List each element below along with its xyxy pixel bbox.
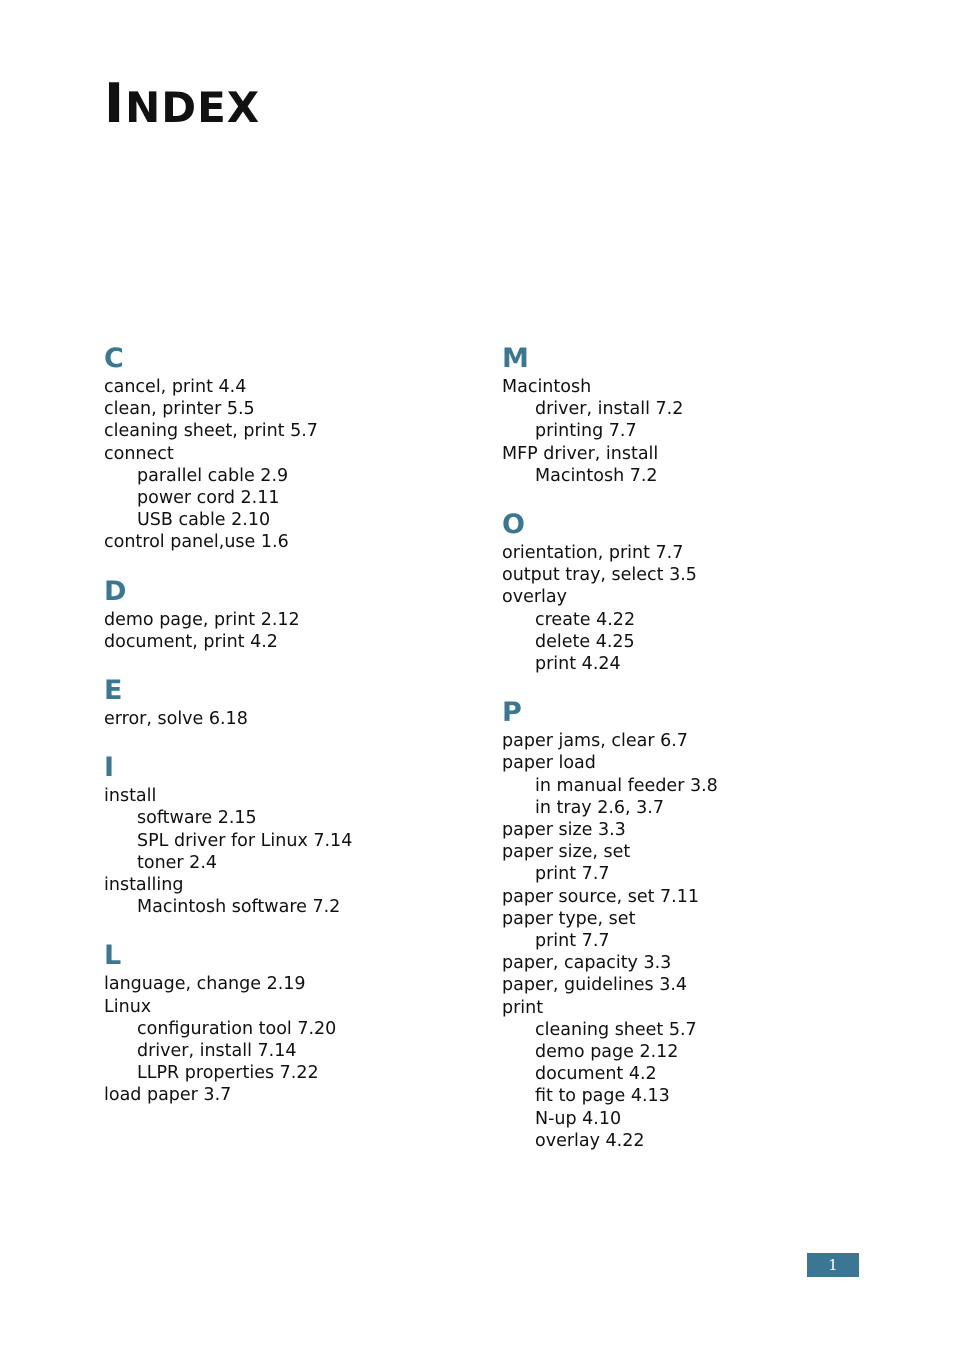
section-letter: I: [104, 752, 115, 784]
index-entry: install: [104, 786, 157, 807]
index-column-right: [502, 342, 882, 1173]
index-entry: MFP driver, install: [502, 443, 659, 464]
index-subentry: parallel cable 2.9: [137, 465, 289, 486]
index-entry: paper type, set: [502, 908, 636, 929]
index-section-i: [104, 751, 484, 918]
index-entry: installing: [104, 875, 184, 896]
index-subentry: print 7.7: [535, 864, 610, 885]
index-entry: overlay: [502, 587, 567, 608]
index-subentry: delete 4.25: [535, 631, 635, 652]
index-column-left: [104, 342, 484, 1128]
index-subentry: demo page 2.12: [535, 1042, 679, 1063]
index-subentry: driver, install 7.14: [137, 1041, 297, 1062]
index-subentry: driver, install 7.2: [535, 399, 684, 420]
section-letter: C: [104, 343, 124, 374]
index-entry: demo page, print 2.12: [104, 609, 300, 630]
section-letter: P: [502, 697, 522, 729]
section-letter: O: [502, 509, 525, 541]
index-entry: paper source, set 7.11: [502, 886, 699, 907]
index-entry: paper load: [502, 753, 596, 774]
index-entry: paper, guidelines 3.4: [502, 975, 688, 996]
index-subentry: N-up 4.10: [535, 1108, 622, 1129]
index-entry: paper, capacity 3.3: [502, 953, 672, 974]
index-subentry: in tray 2.6, 3.7: [535, 797, 665, 818]
index-subentry: software 2.15: [137, 808, 257, 829]
index-section-o: [502, 508, 882, 675]
index-section-l: [104, 939, 484, 1106]
index-section-m: [502, 342, 882, 487]
index-section-d: [104, 575, 484, 653]
index-entry: paper size, set: [502, 842, 631, 863]
index-entry: clean, printer 5.5: [104, 399, 255, 420]
index-subentry: document 4.2: [535, 1064, 657, 1085]
index-entry: document, print 4.2: [104, 631, 278, 652]
title-rest: NDEX: [125, 83, 261, 132]
index-entry: cancel, print 4.4: [104, 377, 247, 397]
page-title: [104, 72, 260, 135]
index-entry: Macintosh: [502, 377, 592, 397]
index-section-c: [104, 342, 484, 554]
index-subentry: LLPR properties 7.22: [137, 1063, 319, 1084]
index-subentry: configuration tool 7.20: [137, 1018, 337, 1039]
page-number-badge: 1: [807, 1253, 859, 1277]
index-subentry: Macintosh software 7.2: [137, 897, 341, 918]
index-entry: load paper 3.7: [104, 1085, 232, 1106]
index-section-e: [104, 674, 484, 730]
section-letter: L: [104, 940, 122, 972]
index-entry: paper size 3.3: [502, 820, 626, 841]
index-entry: paper jams, clear 6.7: [502, 731, 688, 752]
index-subentry: power cord 2.11: [137, 488, 280, 509]
index-subentry: in manual feeder 3.8: [535, 775, 718, 796]
index-section-p: [502, 696, 882, 1152]
section-letter: M: [502, 343, 529, 374]
index-entry: Linux: [104, 996, 152, 1017]
index-subentry: USB cable 2.10: [137, 510, 271, 531]
index-entry: language, change 2.19: [104, 974, 306, 995]
index-subentry: create 4.22: [535, 609, 636, 630]
index-subentry: print 7.7: [535, 931, 610, 952]
title-initial: I: [104, 72, 126, 135]
index-subentry: fit to page 4.13: [535, 1086, 670, 1107]
section-letter: E: [104, 675, 123, 707]
index-subentry: toner 2.4: [137, 852, 218, 873]
index-entry: error, solve 6.18: [104, 709, 248, 730]
index-entry: orientation, print 7.7: [502, 543, 684, 564]
index-entry: print: [502, 997, 544, 1018]
index-subentry: cleaning sheet 5.7: [535, 1019, 697, 1040]
index-subentry: Macintosh 7.2: [535, 465, 658, 486]
index-subentry: print 4.24: [535, 654, 621, 675]
index-entry: output tray, select 3.5: [502, 565, 697, 586]
section-letter: D: [104, 575, 127, 607]
index-subentry: overlay 4.22: [535, 1130, 645, 1151]
index-entry: connect: [104, 443, 174, 464]
index-entry: cleaning sheet, print 5.7: [104, 421, 318, 442]
index-subentry: printing 7.7: [535, 421, 637, 442]
index-entry: control panel,use 1.6: [104, 532, 289, 553]
index-subentry: SPL driver for Linux 7.14: [137, 830, 353, 851]
